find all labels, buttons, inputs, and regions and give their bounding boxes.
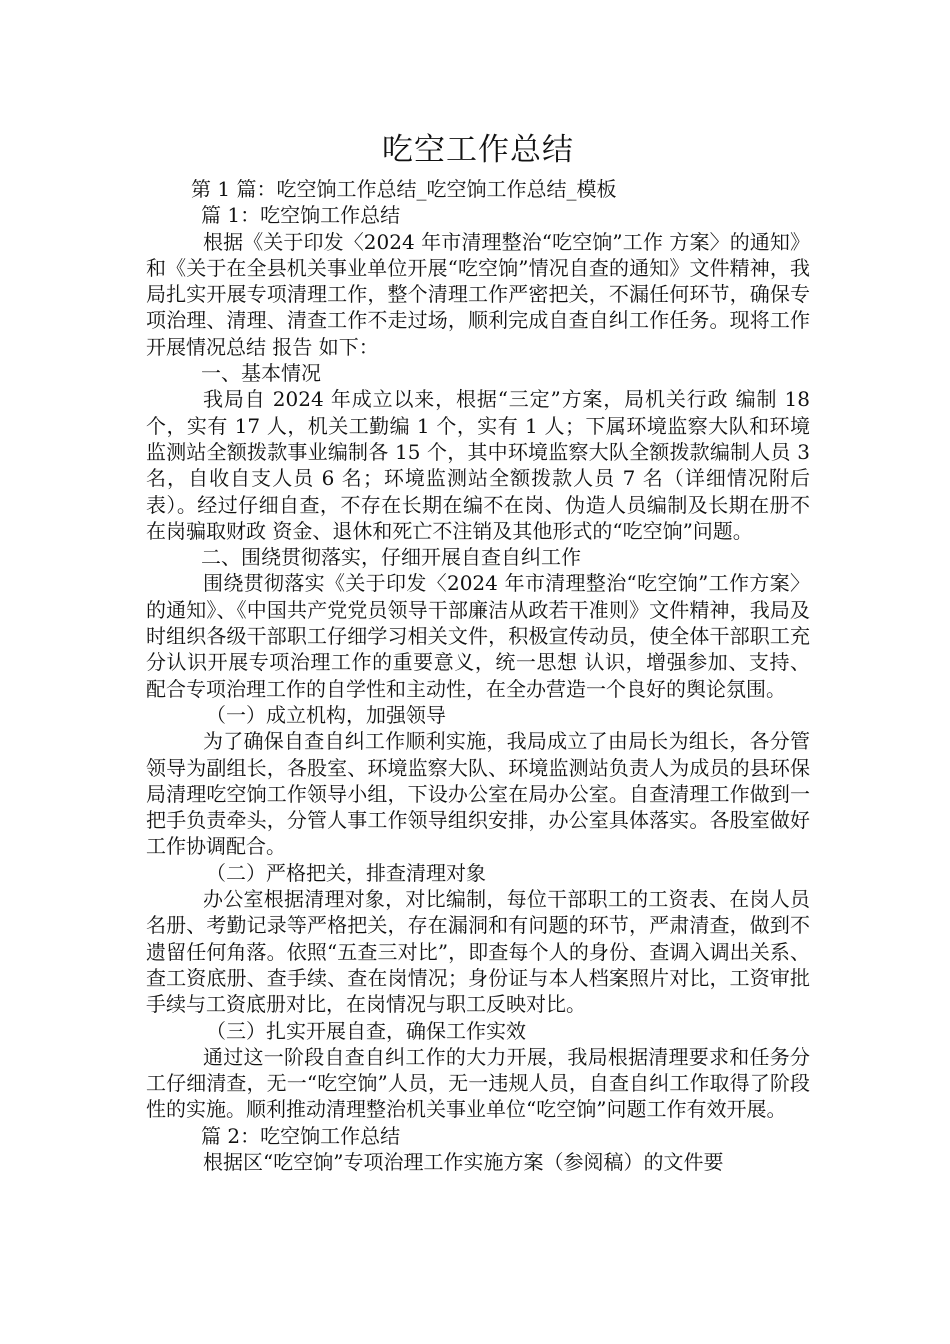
- intro-paragraph: 根据《关于印发〈2024 年市清理整治“吃空饷”工作 方案〉的通知》和《关于在全县机关事业单位开展“吃空饷”情况自查的通知》文件精神，我局扎实开展专项清理工作，整个清理工作严密把关，不漏任何环节，确保专项治理、清理、清查工作不走过场，顺利完成自查自纠工作任务。现将工作开展情况总结 报告 如下：: [146, 229, 810, 359]
- implementation-paragraph: 围绕贯彻落实《关于印发〈2024 年市清理整治“吃空饷”工作方案〉的通知》、《中国共产党党员领导干部廉洁从政若干准则》文件精神，我局及时组织各级干部职工仔细学习相关文件，积极宣传动员，使全体干部职工充分认识开展专项治理工作的重要意义，统一思想 认识，增强参加、支持、配合专项治理工作的自学性和主动性，在全办营造一个良好的舆论氛围。: [146, 571, 810, 701]
- subheading-checking: （二）严格把关，排查清理对象: [206, 860, 486, 885]
- organization-paragraph: 为了确保自查自纠工作顺利实施，我局成立了由局长为组长，各分管领导为副组长，各股室、环境监察大队、环境监测站负责人为成员的县环保局清理吃空饷工作领导小组，下设办公室在局办公室。自查清理工作做到一把手负责牵头，分管人事工作领导组织安排，办公室具体落实。各股室做好工作协调配合。: [146, 729, 810, 859]
- heading-implementation: 二、围绕贯彻落实，仔细开展自查自纠工作: [201, 545, 581, 570]
- checking-paragraph: 办公室根据清理对象，对比编制，每位干部职工的工资表、在岗人员名册、考勤记录等严格把关，存在漏洞和有问题的环节，严肃清查，做到不遗留任何角落。依照“五查三对比”，即查每个人的身份、查调入调出关系、查工资底册、查手续、查在岗情况；身份证与本人档案照片对比，工资审批手续与工资底册对比，在岗情况与职工反映对比。: [146, 887, 810, 1017]
- section-heading: 篇 1：吃空饷工作总结: [201, 203, 401, 228]
- subheading-organization: （一）成立机构，加强领导: [206, 702, 446, 727]
- heading-basic-situation: 一、基本情况: [201, 361, 321, 386]
- document-title: 吃空工作总结: [382, 132, 574, 168]
- article-title: 第 1 篇：吃空饷工作总结_吃空饷工作总结_模板: [191, 177, 617, 201]
- section2-paragraph: 根据区“吃空饷”专项治理工作实施方案（参阅稿）的文件要: [203, 1149, 724, 1174]
- subheading-effectiveness: （三）扎实开展自查，确保工作实效: [206, 1018, 526, 1043]
- section-heading: 篇 2：吃空饷工作总结: [201, 1123, 401, 1148]
- effectiveness-paragraph: 通过这一阶段自查自纠工作的大力开展，我局根据清理要求和任务分工仔细清查，无一“吃空饷”人员，无一违规人员，自查自纠工作取得了阶段性的实施。顺利推动清理整治机关事业单位“吃空饷”问题工作有效开展。: [146, 1044, 810, 1122]
- basic-situation-paragraph: 我局自 2024 年成立以来，根据“三定”方案，局机关行政 编制 18 个，实有 17 人，机关工勤编 1 个，实有 1 人；下属环境监察大队和环境监测站全额拨款事业编制各 15 个，其中环境监察大队全额拨款编制人员 3 名，自收自支人员 6 名；环境监测站全额拨款人员 7 名（详细情况附后表）。经过仔细自查，不存在长期在编不在岗、伪造人员编制及长期在册不在岗骗取财政 资金、退休和死亡不注销及其他形式的“吃空饷”问题。: [146, 387, 810, 543]
